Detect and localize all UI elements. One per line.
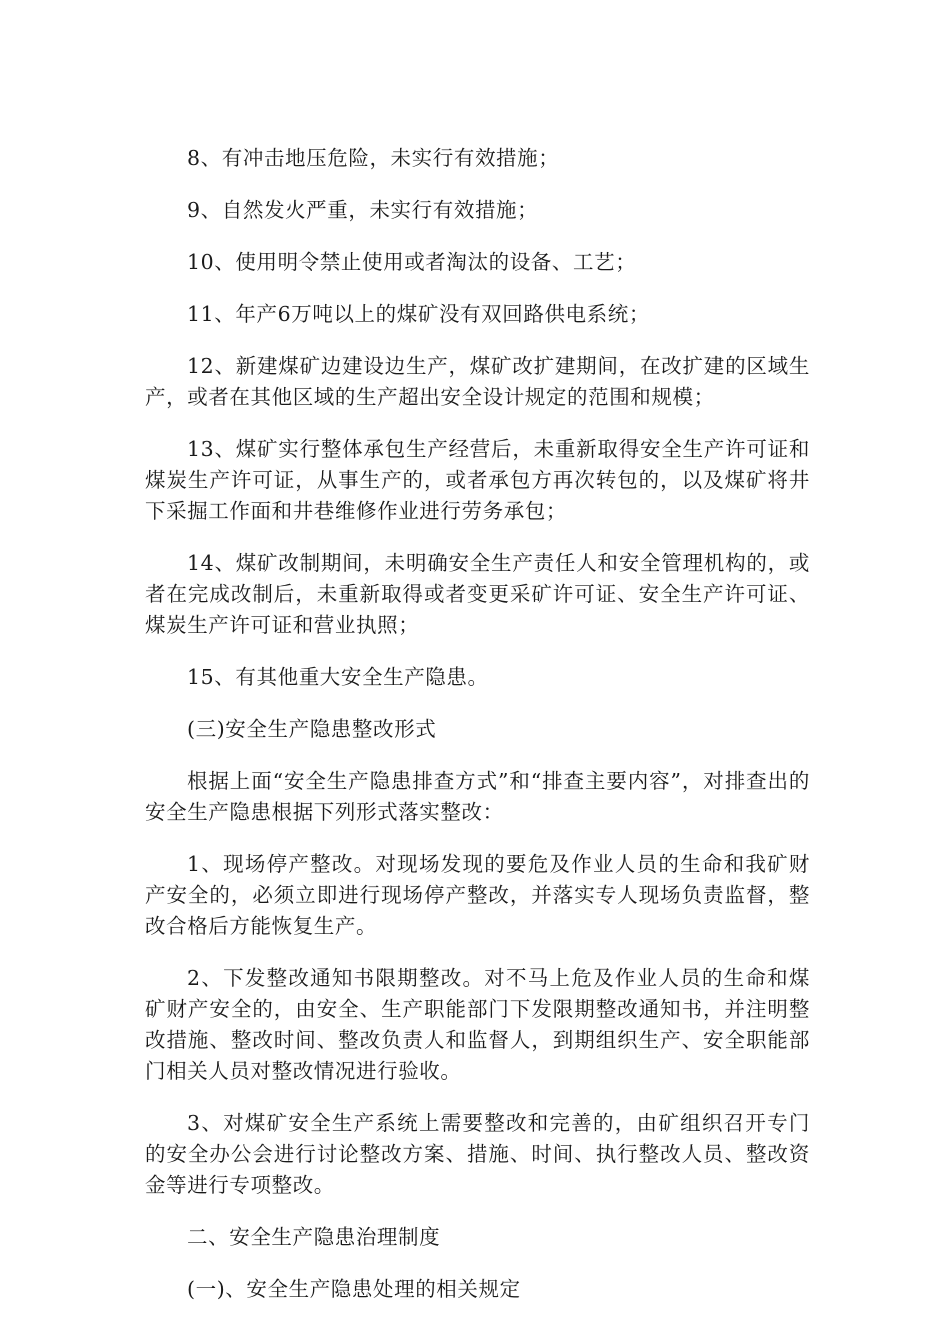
form-item-3: 3、对煤矿安全生产系统上需要整改和完善的，由矿组织召开专门的安全办公会进行讨论整改方案、措施、时间、执行整改人员、整改资金等进行专项整改。: [145, 1111, 810, 1197]
list-item-10: 10、使用明令禁止使用或者淘汰的设备、工艺；: [187, 250, 637, 274]
list-item-12: 12、新建煤矿边建设边生产，煤矿改扩建期间，在改扩建的区域生产，或者在其他区域的生产超出安全设计规定的范围和规模；: [145, 354, 810, 409]
list-item-11: 11、年产6万吨以上的煤矿没有双回路供电系统；: [187, 302, 650, 326]
list-item-8: 8、有冲击地压危险，未实行有效措施；: [187, 146, 560, 170]
document-body: [145, 143, 810, 1326]
form-item-2: 2、下发整改通知书限期整改。对不马上危及作业人员的生命和煤矿财产安全的，由安全、生产职能部门下发限期整改通知书，并注明整改措施、整改时间、整改负责人和监督人，到期组织生产、安全职能部门相关人员对整改情况进行验收。: [145, 966, 810, 1083]
section-heading-governance-system: 二、安全生产隐患治理制度: [187, 1225, 441, 1249]
intro-paragraph: 根据上面“安全生产隐患排查方式”和“排查主要内容”，对排查出的安全生产隐患根据下列形式落实整改：: [145, 769, 810, 824]
list-item-9: 9、自然发火严重，未实行有效措施；: [187, 198, 539, 222]
section-heading-rectification-forms: (三)安全生产隐患整改形式: [187, 717, 437, 741]
form-item-1: 1、现场停产整改。对现场发现的要危及作业人员的生命和我矿财产安全的，必须立即进行现场停产整改，并落实专人现场负责监督，整改合格后方能恢复生产。: [145, 852, 810, 938]
list-item-15: 15、有其他重大安全生产隐患。: [187, 665, 489, 689]
list-item-13: 13、煤矿实行整体承包生产经营后，未重新取得安全生产许可证和煤炭生产许可证，从事生产的，或者承包方再次转包的，以及煤矿将井下采掘工作面和井巷维修作业进行劳务承包；: [145, 437, 810, 523]
list-item-14: 14、煤矿改制期间，未明确安全生产责任人和安全管理机构的，或者在完成改制后，未重新取得或者变更采矿许可证、安全生产许可证、煤炭生产许可证和营业执照；: [145, 551, 810, 637]
subsection-heading-regulations: (一)、安全生产隐患处理的相关规定: [187, 1277, 521, 1301]
